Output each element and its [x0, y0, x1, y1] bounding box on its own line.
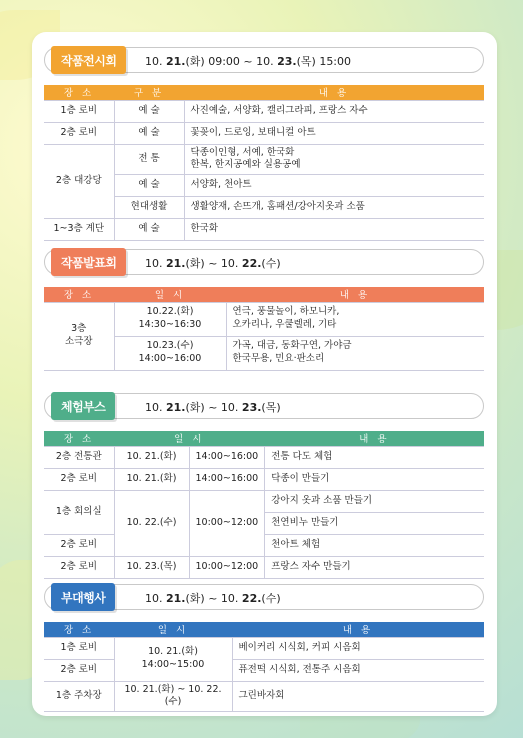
- multiline-cell: 닥종이인형, 서예, 한국화 한복, 한지공예와 실용공예: [184, 144, 484, 175]
- table-row: 2층 로비 10. 21.(화) 14:00~16:00 닥종이 만들기: [44, 468, 484, 490]
- experience-section: [44, 393, 484, 579]
- performance-dates: 10. 21.(화) ~ 10. 22.(수): [145, 257, 281, 270]
- table-row: 1층 주차장 10. 21.(화) ~ 10. 22.(수) 그린바자회: [44, 681, 484, 712]
- table-header: 장 소 일 시 내 용: [44, 287, 484, 302]
- table-row: 예 술 서양화, 천아트: [44, 175, 484, 197]
- experience-banner: [44, 393, 484, 419]
- table-row: 3층 소극장 10.22.(화) 14:30~16:30 연극, 풍물놀이, 하모니카, 오카리나, 우쿨렐레, 기타: [44, 302, 484, 336]
- events-table: [44, 622, 484, 712]
- events-section: [44, 584, 484, 712]
- table-row: 2층 로비 예 술 꽃꽂이, 드로잉, 보태니컬 아트: [44, 122, 484, 144]
- exhibition-section: [44, 47, 484, 241]
- events-title: 부대행사: [51, 583, 115, 611]
- table-header: 장 소 구 분 내 용: [44, 85, 484, 100]
- exhibition-table: [44, 85, 484, 241]
- experience-table: [44, 431, 484, 579]
- table-row: 천연비누 만들기: [44, 512, 484, 534]
- performance-banner: [44, 249, 484, 275]
- performance-table: [44, 287, 484, 371]
- table-row: 2층 전통관 10. 21.(화) 14:00~16:00 전통 다도 체험: [44, 446, 484, 468]
- table-row: 1층 로비 10. 21.(화) 14:00~15:00 베이커리 시식회, 커피 시음회: [44, 637, 484, 659]
- table-row: 2층 대강당 전 통 닥종이인형, 서예, 한국화 한복, 한지공예와 실용공예: [44, 144, 484, 175]
- experience-title: 체험부스: [51, 392, 115, 420]
- table-row: 2층 로비 10. 23.(목) 10:00~12:00 프랑스 자수 만들기: [44, 556, 484, 578]
- table-header: 장 소 일 시 내 용: [44, 622, 484, 637]
- events-banner: [44, 584, 484, 610]
- performance-section: [44, 249, 484, 371]
- table-row: 1층 로비 예 술 사진예술, 서양화, 캘리그라피, 프랑스 자수: [44, 100, 484, 122]
- table-row: 2층 로비 퓨전떡 시식회, 전통주 시음회: [44, 659, 484, 681]
- performance-title: 작품발표회: [51, 248, 126, 276]
- exhibition-title: 작품전시회: [51, 46, 126, 74]
- table-row: 10.23.(수) 14:00~16:00 가곡, 대금, 동화구연, 가야금 한국무용, 민요·판소리: [44, 336, 484, 370]
- table-row: 현대생활 생활양재, 손뜨개, 홈패션/강아지옷과 소품: [44, 197, 484, 219]
- table-header: 장 소 일 시 내 용: [44, 431, 484, 446]
- experience-dates: 10. 21.(화) ~ 10. 23.(목): [145, 401, 281, 414]
- exhibition-banner: [44, 47, 484, 73]
- events-dates: 10. 21.(화) ~ 10. 22.(수): [145, 592, 281, 605]
- table-row: 1~3층 계단 예 술 한국화: [44, 219, 484, 241]
- table-row: 1층 회의실 10. 22.(수) 10:00~12:00 강아지 옷과 소품 만들기: [44, 490, 484, 512]
- table-row: 2층 로비 천아트 체험: [44, 534, 484, 556]
- exhibition-dates: 10. 21.(화) 09:00 ~ 10. 23.(목) 15:00: [145, 55, 352, 68]
